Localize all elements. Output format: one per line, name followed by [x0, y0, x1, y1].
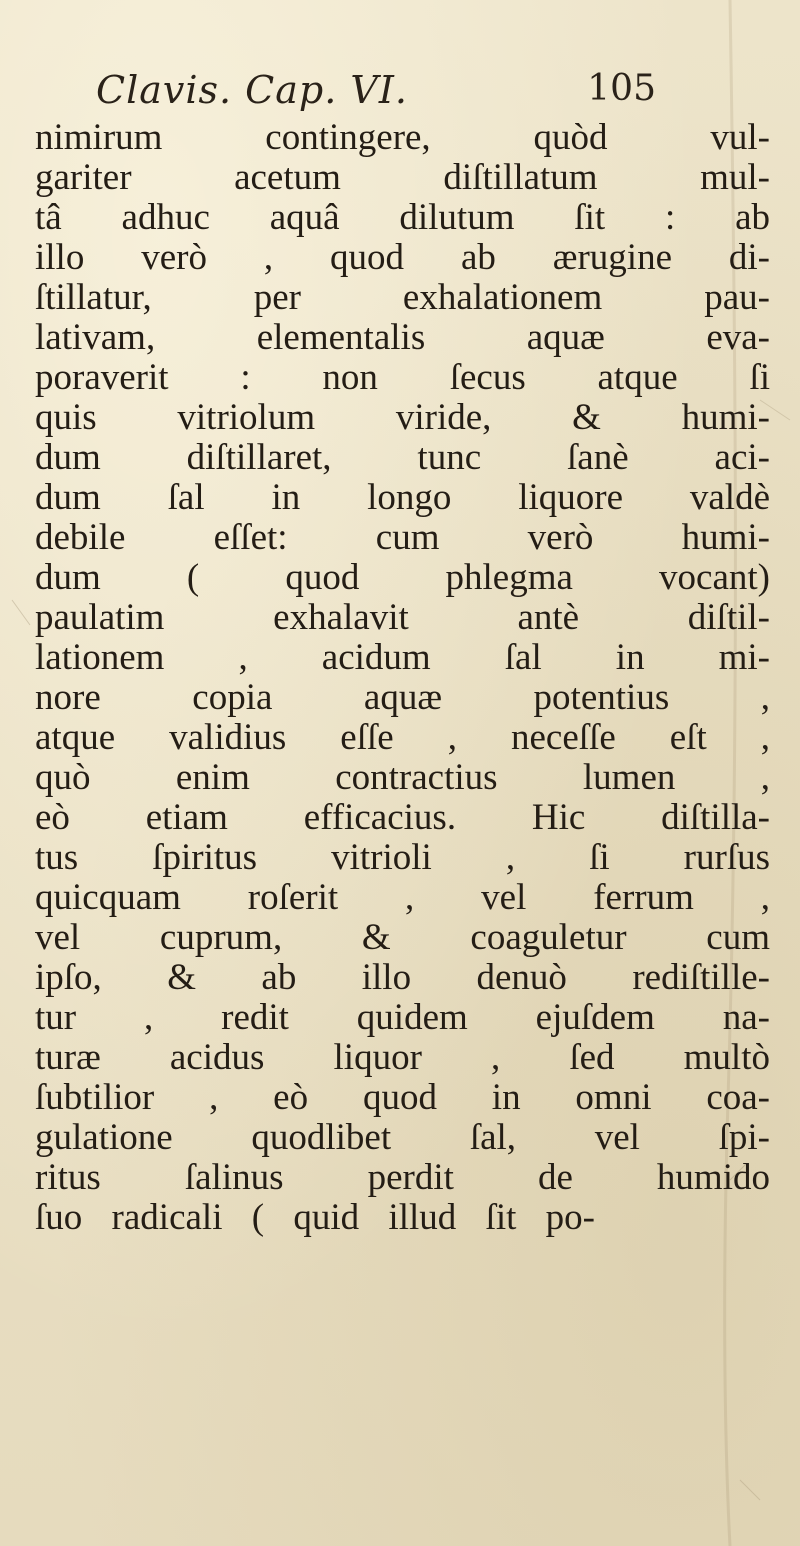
text-line: eò etiam efficacius. Hic diſtilla-	[35, 797, 770, 838]
text-line: gariter acetum diſtillatum mul-	[35, 157, 770, 198]
text-line: poraverit : non ſecus atque ſi	[35, 357, 770, 398]
text-line: gulatione quodlibet ſal, vel ſpi-	[35, 1117, 770, 1158]
text-line: quicquam roſerit , vel ferrum ,	[35, 877, 770, 918]
text-line: quò enim contractius lumen ,	[35, 757, 770, 798]
text-line: ritus ſalinus perdit de humido	[35, 1157, 770, 1198]
text-line: vel cuprum, & coaguletur cum	[35, 917, 770, 958]
text-line: quis vitriolum viride, & humi-	[35, 397, 770, 438]
running-title: Clavis. Cap. VI.	[96, 68, 408, 112]
text-line: dum diſtillaret, tunc ſanè aci-	[35, 437, 770, 478]
text-line: nimirum contingere, quòd vul-	[35, 117, 770, 158]
text-line: lationem , acidum ſal in mi-	[35, 637, 770, 678]
text-line: ipſo, & ab illo denuò rediſtille-	[35, 957, 770, 998]
text-line: tâ adhuc aquâ dilutum ſit : ab	[35, 197, 770, 238]
text-line: nore copia aquæ potentius ,	[35, 677, 770, 718]
text-line: debile eſſet: cum verò humi-	[35, 517, 770, 558]
text-line: tus ſpiritus vitrioli , ſi rurſus	[35, 837, 770, 878]
text-line: atque validius eſſe , neceſſe eſt ,	[35, 717, 770, 758]
text-line: turæ acidus liquor , ſed multò	[35, 1037, 770, 1078]
text-line: illo verò , quod ab ærugine di-	[35, 237, 770, 278]
text-line: paulatim exhalavit antè diſtil-	[35, 597, 770, 638]
body-text	[35, 118, 770, 1238]
text-line: lativam, elementalis aquæ eva-	[35, 317, 770, 358]
running-header	[96, 68, 656, 120]
text-line: ſuo radicali ( quid illud ſit po-	[35, 1197, 595, 1238]
text-line: dum ( quod phlegma vocant)	[35, 557, 770, 598]
text-line: ſubtilior , eò quod in omni coa-	[35, 1077, 770, 1118]
text-line: ſtillatur, per exhalationem pau-	[35, 277, 770, 318]
text-line: dum ſal in longo liquore valdè	[35, 477, 770, 518]
page-number: 105	[587, 68, 656, 109]
text-line: tur , redit quidem ejuſdem na-	[35, 997, 770, 1038]
